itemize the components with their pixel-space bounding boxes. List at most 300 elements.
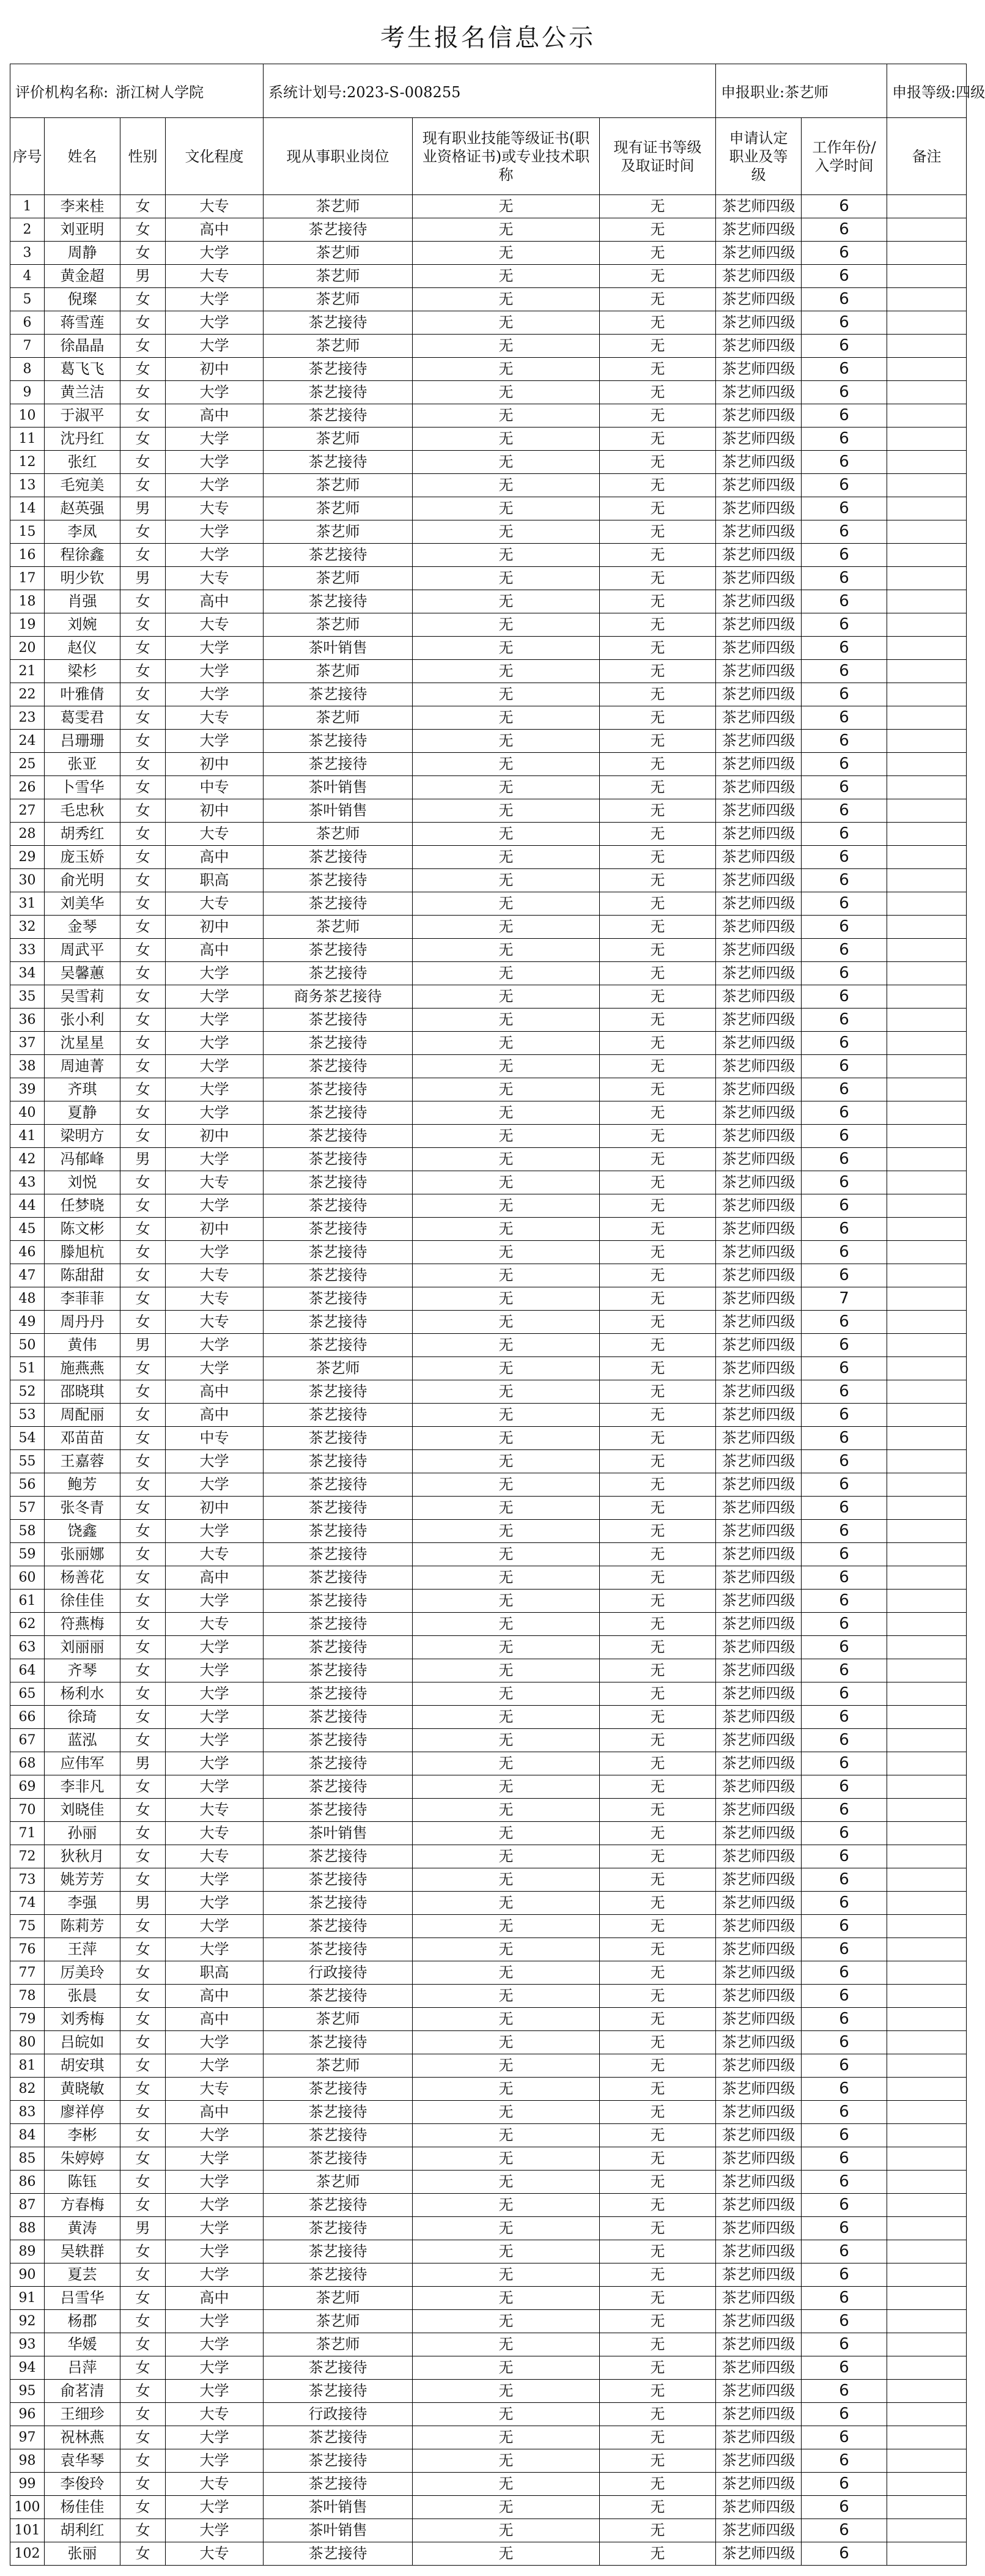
cell-remark — [887, 1101, 967, 1125]
cell-certificate-level: 无 — [600, 2449, 716, 2473]
cell-apply: 茶艺师四级 — [716, 2240, 802, 2263]
cell-certificate: 无 — [413, 1636, 600, 1659]
cell-gender: 女 — [120, 2380, 166, 2403]
cell-remark — [887, 2008, 967, 2031]
cell-education: 初中 — [166, 799, 264, 823]
cell-post: 茶艺接待 — [264, 1799, 413, 1822]
table-row — [10, 1241, 967, 1264]
cell-certificate-level: 无 — [600, 2194, 716, 2217]
cell-years: 6 — [802, 823, 887, 846]
cell-no: 49 — [10, 1311, 45, 1334]
cell-gender: 女 — [120, 660, 166, 683]
cell-certificate-level: 无 — [600, 1380, 716, 1404]
cell-certificate-level: 无 — [600, 1868, 716, 1892]
cell-certificate-level: 无 — [600, 823, 716, 846]
cell-certificate-level: 无 — [600, 288, 716, 311]
cell-no: 61 — [10, 1590, 45, 1613]
cell-certificate-level: 无 — [600, 2426, 716, 2449]
table-row — [10, 2101, 967, 2124]
cell-apply: 茶艺师四级 — [716, 1078, 802, 1101]
table-row — [10, 1009, 967, 1032]
table-row — [10, 2519, 967, 2542]
cell-education: 大学 — [166, 2449, 264, 2473]
cell-name: 杨善花 — [45, 1566, 120, 1590]
cell-post: 茶艺接待 — [264, 892, 413, 916]
cell-no: 70 — [10, 1799, 45, 1822]
cell-years: 6 — [802, 1009, 887, 1032]
cell-certificate-level: 无 — [600, 2101, 716, 2124]
cell-gender: 女 — [120, 1566, 166, 1590]
cell-education: 高中 — [166, 1380, 264, 1404]
cell-post: 茶艺接待 — [264, 1171, 413, 1194]
cell-gender: 女 — [120, 474, 166, 497]
cell-post: 茶艺接待 — [264, 451, 413, 474]
cell-no: 94 — [10, 2356, 45, 2380]
cell-certificate: 无 — [413, 544, 600, 567]
cell-apply: 茶艺师四级 — [716, 1659, 802, 1682]
cell-no: 34 — [10, 962, 45, 985]
cell-post: 茶艺接待 — [264, 1311, 413, 1334]
cell-name: 黄涛 — [45, 2217, 120, 2240]
cell-name: 蒋雪莲 — [45, 311, 120, 335]
cell-remark — [887, 195, 967, 218]
cell-education: 高中 — [166, 1985, 264, 2008]
cell-gender: 女 — [120, 1543, 166, 1566]
cell-certificate: 无 — [413, 1729, 600, 1752]
cell-certificate: 无 — [413, 2333, 600, 2356]
cell-name: 张晨 — [45, 1985, 120, 2008]
cell-apply: 茶艺师四级 — [716, 637, 802, 660]
cell-no: 82 — [10, 2078, 45, 2101]
table-row — [10, 1032, 967, 1055]
cell-certificate-level: 无 — [600, 2542, 716, 2566]
cell-education: 大专 — [166, 1311, 264, 1334]
cell-certificate-level: 无 — [600, 2263, 716, 2287]
cell-apply: 茶艺师四级 — [716, 311, 802, 335]
cell-post: 茶艺接待 — [264, 1241, 413, 1264]
cell-post: 茶艺接待 — [264, 730, 413, 753]
table-row — [10, 2426, 967, 2449]
cell-remark — [887, 1287, 967, 1311]
cell-post: 茶艺师 — [264, 497, 413, 520]
cell-gender: 女 — [120, 451, 166, 474]
cell-years: 6 — [802, 218, 887, 242]
cell-certificate: 无 — [413, 1845, 600, 1868]
table-row — [10, 1078, 967, 1101]
table-row — [10, 1520, 967, 1543]
cell-certificate-level: 无 — [600, 985, 716, 1009]
table-row — [10, 1775, 967, 1799]
cell-education: 大学 — [166, 2147, 264, 2171]
cell-years: 6 — [802, 1915, 887, 1938]
cell-no: 22 — [10, 683, 45, 706]
cell-no: 11 — [10, 427, 45, 451]
cell-education: 大学 — [166, 1659, 264, 1682]
cell-gender: 女 — [120, 1590, 166, 1613]
cell-education: 大学 — [166, 2380, 264, 2403]
cell-certificate: 无 — [413, 2217, 600, 2240]
table-row — [10, 2054, 967, 2078]
plan-cell — [264, 64, 716, 118]
table-row — [10, 1380, 967, 1404]
table-row — [10, 335, 967, 358]
cell-apply: 茶艺师四级 — [716, 2519, 802, 2542]
cell-gender: 男 — [120, 567, 166, 590]
cell-apply: 茶艺师四级 — [716, 2449, 802, 2473]
cell-post: 茶艺接待 — [264, 2240, 413, 2263]
cell-no: 42 — [10, 1148, 45, 1171]
cell-no: 83 — [10, 2101, 45, 2124]
table-row — [10, 1218, 967, 1241]
cell-name: 王嘉蓉 — [45, 1450, 120, 1473]
cell-certificate: 无 — [413, 1752, 600, 1775]
cell-remark — [887, 404, 967, 427]
cell-certificate: 无 — [413, 567, 600, 590]
cell-years: 6 — [802, 404, 887, 427]
cell-certificate-level: 无 — [600, 1520, 716, 1543]
cell-apply: 茶艺师四级 — [716, 2310, 802, 2333]
cell-gender: 女 — [120, 2403, 166, 2426]
cell-education: 大学 — [166, 2426, 264, 2449]
cell-name: 方春梅 — [45, 2194, 120, 2217]
cell-certificate-level: 无 — [600, 2171, 716, 2194]
cell-no: 56 — [10, 1473, 45, 1497]
cell-education: 大专 — [166, 613, 264, 637]
cell-no: 66 — [10, 1706, 45, 1729]
cell-post: 茶艺师 — [264, 2054, 413, 2078]
cell-apply: 茶艺师四级 — [716, 1729, 802, 1752]
cell-certificate-level: 无 — [600, 1404, 716, 1427]
cell-post: 茶艺接待 — [264, 1752, 413, 1775]
cell-certificate: 无 — [413, 1264, 600, 1287]
cell-certificate: 无 — [413, 2008, 600, 2031]
org-label: 评价机构名称: — [15, 84, 109, 101]
cell-no: 58 — [10, 1520, 45, 1543]
cell-no: 80 — [10, 2031, 45, 2054]
cell-no: 29 — [10, 846, 45, 869]
cell-gender: 男 — [120, 1752, 166, 1775]
cell-gender: 女 — [120, 2147, 166, 2171]
cell-gender: 男 — [120, 497, 166, 520]
cell-gender: 女 — [120, 730, 166, 753]
cell-post: 茶叶销售 — [264, 2519, 413, 2542]
table-row — [10, 1148, 967, 1171]
cell-no: 27 — [10, 799, 45, 823]
cell-no: 26 — [10, 776, 45, 799]
cell-education: 大学 — [166, 2194, 264, 2217]
cell-certificate-level: 无 — [600, 2496, 716, 2519]
cell-apply: 茶艺师四级 — [716, 2078, 802, 2101]
cell-years: 6 — [802, 869, 887, 892]
cell-certificate: 无 — [413, 218, 600, 242]
cell-education: 大学 — [166, 1194, 264, 1218]
cell-gender: 女 — [120, 985, 166, 1009]
cell-years: 6 — [802, 358, 887, 381]
cell-post: 茶艺接待 — [264, 2217, 413, 2240]
cell-gender: 女 — [120, 2449, 166, 2473]
cell-remark — [887, 1892, 967, 1915]
table-row — [10, 1892, 967, 1915]
cell-apply: 茶艺师四级 — [716, 846, 802, 869]
level-cell — [887, 64, 985, 118]
cell-gender: 女 — [120, 1311, 166, 1334]
cell-education: 大专 — [166, 1543, 264, 1566]
cell-name: 庞玉娇 — [45, 846, 120, 869]
cell-post: 茶艺接待 — [264, 1659, 413, 1682]
cell-certificate-level: 无 — [600, 1892, 716, 1915]
cell-education: 大学 — [166, 730, 264, 753]
table-row — [10, 2124, 967, 2147]
cell-education: 高中 — [166, 2287, 264, 2310]
cell-apply: 茶艺师四级 — [716, 730, 802, 753]
cell-education: 大专 — [166, 1287, 264, 1311]
cell-gender: 女 — [120, 195, 166, 218]
cell-post: 茶艺接待 — [264, 2380, 413, 2403]
cell-certificate-level: 无 — [600, 2054, 716, 2078]
table-row — [10, 613, 967, 637]
table-row — [10, 1171, 967, 1194]
cell-certificate-level: 无 — [600, 265, 716, 288]
col-header-remark: 备注 — [887, 118, 967, 195]
registration-table — [10, 64, 985, 2566]
cell-education: 大学 — [166, 1729, 264, 1752]
cell-gender: 男 — [120, 2217, 166, 2240]
cell-no: 37 — [10, 1032, 45, 1055]
cell-apply: 茶艺师四级 — [716, 916, 802, 939]
cell-no: 2 — [10, 218, 45, 242]
cell-years: 6 — [802, 2147, 887, 2171]
cell-certificate: 无 — [413, 799, 600, 823]
cell-apply: 茶艺师四级 — [716, 2380, 802, 2403]
cell-gender: 女 — [120, 1613, 166, 1636]
cell-no: 101 — [10, 2519, 45, 2542]
cell-gender: 女 — [120, 706, 166, 730]
table-row — [10, 1659, 967, 1682]
cell-gender: 女 — [120, 1497, 166, 1520]
cell-no: 33 — [10, 939, 45, 962]
cell-apply: 茶艺师四级 — [716, 939, 802, 962]
cell-certificate: 无 — [413, 1566, 600, 1590]
cell-certificate: 无 — [413, 497, 600, 520]
cell-education: 职高 — [166, 869, 264, 892]
cell-years: 6 — [802, 2054, 887, 2078]
cell-certificate-level: 无 — [600, 1473, 716, 1497]
cell-no: 4 — [10, 265, 45, 288]
cell-apply: 茶艺师四级 — [716, 1473, 802, 1497]
cell-gender: 女 — [120, 1450, 166, 1473]
cell-apply: 茶艺师四级 — [716, 497, 802, 520]
cell-certificate-level: 无 — [600, 2519, 716, 2542]
cell-remark — [887, 1404, 967, 1427]
cell-certificate-level: 无 — [600, 2356, 716, 2380]
cell-remark — [887, 962, 967, 985]
cell-education: 大学 — [166, 1148, 264, 1171]
cell-remark — [887, 1450, 967, 1473]
cell-gender: 女 — [120, 2031, 166, 2054]
cell-education: 大专 — [166, 265, 264, 288]
cell-gender: 女 — [120, 2333, 166, 2356]
cell-certificate-level: 无 — [600, 2380, 716, 2403]
cell-no: 13 — [10, 474, 45, 497]
cell-remark — [887, 613, 967, 637]
cell-certificate-level: 无 — [600, 1194, 716, 1218]
cell-no: 14 — [10, 497, 45, 520]
cell-apply: 茶艺师四级 — [716, 1706, 802, 1729]
cell-certificate: 无 — [413, 753, 600, 776]
cell-name: 李来桂 — [45, 195, 120, 218]
cell-apply: 茶艺师四级 — [716, 451, 802, 474]
cell-certificate-level: 无 — [600, 2031, 716, 2054]
cell-name: 夏静 — [45, 1101, 120, 1125]
table-row — [10, 2333, 967, 2356]
cell-gender: 女 — [120, 2078, 166, 2101]
cell-years: 6 — [802, 544, 887, 567]
cell-gender: 女 — [120, 1985, 166, 2008]
cell-post: 茶艺接待 — [264, 1775, 413, 1799]
cell-no: 40 — [10, 1101, 45, 1125]
cell-name: 陈甜甜 — [45, 1264, 120, 1287]
cell-no: 71 — [10, 1822, 45, 1845]
cell-apply: 茶艺师四级 — [716, 1427, 802, 1450]
cell-years: 6 — [802, 1218, 887, 1241]
cell-name: 刘秀梅 — [45, 2008, 120, 2031]
cell-education: 大专 — [166, 706, 264, 730]
cell-education: 大学 — [166, 1938, 264, 1961]
cell-name: 黄伟 — [45, 1334, 120, 1357]
cell-education: 高中 — [166, 404, 264, 427]
cell-certificate: 无 — [413, 1799, 600, 1822]
cell-certificate-level: 无 — [600, 1915, 716, 1938]
cell-no: 64 — [10, 1659, 45, 1682]
cell-remark — [887, 1357, 967, 1380]
cell-remark — [887, 1009, 967, 1032]
cell-apply: 茶艺师四级 — [716, 2473, 802, 2496]
cell-years: 6 — [802, 1682, 887, 1706]
cell-gender: 女 — [120, 1729, 166, 1752]
cell-education: 大学 — [166, 1334, 264, 1357]
cell-years: 6 — [802, 1241, 887, 1264]
cell-remark — [887, 1148, 967, 1171]
cell-gender: 女 — [120, 1241, 166, 1264]
cell-post: 茶艺接待 — [264, 1497, 413, 1520]
cell-post: 茶艺接待 — [264, 1427, 413, 1450]
org-cell — [10, 64, 264, 118]
cell-certificate: 无 — [413, 1125, 600, 1148]
info-row — [10, 64, 967, 118]
cell-years: 6 — [802, 1892, 887, 1915]
cell-apply: 茶艺师四级 — [716, 1822, 802, 1845]
cell-education: 大学 — [166, 381, 264, 404]
cell-name: 吴轶群 — [45, 2240, 120, 2263]
cell-post: 茶艺接待 — [264, 1566, 413, 1590]
cell-no: 19 — [10, 613, 45, 637]
cell-name: 杨利水 — [45, 1682, 120, 1706]
cell-years: 6 — [802, 195, 887, 218]
cell-remark — [887, 2426, 967, 2449]
cell-certificate: 无 — [413, 1473, 600, 1497]
table-row — [10, 869, 967, 892]
cell-certificate: 无 — [413, 1404, 600, 1427]
cell-remark — [887, 1427, 967, 1450]
cell-post: 茶艺接待 — [264, 311, 413, 335]
cell-education: 高中 — [166, 2101, 264, 2124]
cell-post: 茶艺接待 — [264, 1682, 413, 1706]
cell-certificate-level: 无 — [600, 1101, 716, 1125]
cell-remark — [887, 1311, 967, 1334]
cell-post: 茶艺接待 — [264, 939, 413, 962]
cell-years: 6 — [802, 2426, 887, 2449]
cell-certificate: 无 — [413, 242, 600, 265]
cell-name: 齐琴 — [45, 1659, 120, 1682]
cell-certificate: 无 — [413, 1009, 600, 1032]
cell-name: 刘晓佳 — [45, 1799, 120, 1822]
cell-remark — [887, 846, 967, 869]
table-row — [10, 218, 967, 242]
cell-certificate-level: 无 — [600, 2124, 716, 2147]
cell-name: 华媛 — [45, 2333, 120, 2356]
cell-certificate: 无 — [413, 985, 600, 1009]
cell-years: 6 — [802, 2078, 887, 2101]
cell-certificate-level: 无 — [600, 474, 716, 497]
cell-remark — [887, 2403, 967, 2426]
cell-certificate-level: 无 — [600, 1009, 716, 1032]
table-row — [10, 1613, 967, 1636]
cell-no: 68 — [10, 1752, 45, 1775]
cell-name: 陈文彬 — [45, 1218, 120, 1241]
cell-no: 77 — [10, 1961, 45, 1985]
cell-years: 6 — [802, 1473, 887, 1497]
cell-gender: 女 — [120, 1009, 166, 1032]
cell-years: 6 — [802, 1752, 887, 1775]
col-header-certificate-level: 现有证书等级及取证时间 — [600, 118, 716, 195]
cell-no: 12 — [10, 451, 45, 474]
cell-education: 大学 — [166, 1473, 264, 1497]
cell-gender: 女 — [120, 869, 166, 892]
cell-years: 6 — [802, 1264, 887, 1287]
cell-education: 大学 — [166, 427, 264, 451]
cell-name: 沈星星 — [45, 1032, 120, 1055]
cell-years: 6 — [802, 2240, 887, 2263]
cell-certificate-level: 无 — [600, 660, 716, 683]
cell-gender: 男 — [120, 265, 166, 288]
cell-post: 茶艺接待 — [264, 962, 413, 985]
cell-years: 6 — [802, 2496, 887, 2519]
cell-post: 茶艺接待 — [264, 2473, 413, 2496]
cell-remark — [887, 1729, 967, 1752]
cell-remark — [887, 1822, 967, 1845]
cell-certificate: 无 — [413, 916, 600, 939]
cell-apply: 茶艺师四级 — [716, 381, 802, 404]
cell-post: 茶艺接待 — [264, 2101, 413, 2124]
cell-certificate-level: 无 — [600, 916, 716, 939]
cell-name: 杨佳佳 — [45, 2496, 120, 2519]
table-row — [10, 730, 967, 753]
cell-no: 59 — [10, 1543, 45, 1566]
table-row — [10, 2008, 967, 2031]
cell-gender: 女 — [120, 1264, 166, 1287]
cell-apply: 茶艺师四级 — [716, 2217, 802, 2240]
cell-remark — [887, 1055, 967, 1078]
table-row — [10, 1497, 967, 1520]
cell-education: 大专 — [166, 497, 264, 520]
cell-certificate: 无 — [413, 311, 600, 335]
cell-apply: 茶艺师四级 — [716, 265, 802, 288]
cell-education: 大学 — [166, 520, 264, 544]
cell-certificate-level: 无 — [600, 358, 716, 381]
cell-gender: 女 — [120, 1682, 166, 1706]
cell-apply: 茶艺师四级 — [716, 1101, 802, 1125]
cell-certificate: 无 — [413, 427, 600, 451]
